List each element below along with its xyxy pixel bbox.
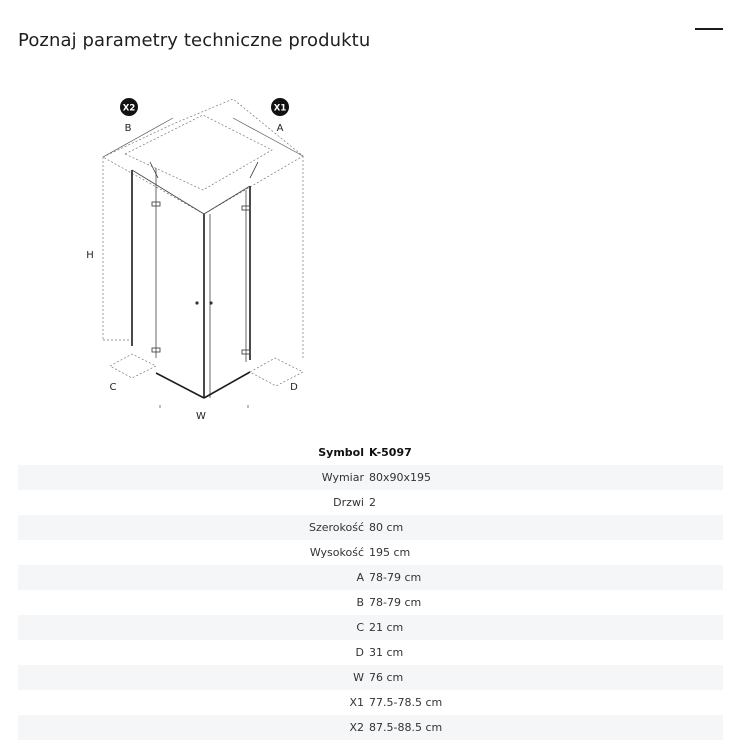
spec-row-x1 — [18, 690, 723, 715]
spec-value: 76 cm — [369, 671, 404, 684]
spec-label: Wysokość — [309, 546, 364, 559]
spec-label: Drzwi — [333, 496, 364, 509]
spec-row-d — [18, 640, 723, 665]
collapse-button[interactable] — [695, 20, 723, 40]
top-outline — [103, 99, 303, 214]
minus-icon — [695, 28, 723, 30]
spec-row-b — [18, 590, 723, 615]
base — [156, 372, 250, 398]
spec-value: 87.5-88.5 cm — [369, 721, 443, 734]
spec-label: B — [356, 596, 364, 609]
spec-row-x2 — [18, 715, 723, 740]
c-label: C — [109, 382, 117, 393]
height-guide — [103, 156, 303, 360]
frame-posts — [132, 170, 250, 398]
spec-label: X1 — [349, 696, 364, 709]
h-label: H — [86, 250, 94, 261]
spec-row-wysokosc — [18, 540, 723, 565]
spec-label: C — [356, 621, 364, 634]
spec-row-c — [18, 615, 723, 640]
spec-value: 2 — [369, 496, 376, 509]
x1-label: X1 — [273, 103, 287, 114]
x1-badge — [271, 98, 289, 116]
page-title: Poznaj parametry techniczne produktu — [18, 30, 371, 51]
spec-row-w — [18, 665, 723, 690]
a-label: A — [276, 123, 284, 134]
spec-value: 78-79 cm — [369, 596, 422, 609]
spec-value: 195 cm — [369, 546, 411, 559]
spec-table — [18, 440, 723, 740]
spec-label: X2 — [349, 721, 364, 734]
spec-value: 31 cm — [369, 646, 404, 659]
b-label: B — [124, 123, 132, 134]
top-dimension-lines — [103, 118, 303, 157]
spec-label: D — [355, 646, 364, 659]
spec-row-a — [18, 565, 723, 590]
spec-label: W — [353, 671, 364, 684]
door-panels — [132, 168, 250, 398]
spec-label: A — [356, 571, 364, 584]
spec-value: 78-79 cm — [369, 571, 422, 584]
spec-row-symbol — [18, 440, 723, 465]
spec-value: 77.5-78.5 cm — [369, 696, 443, 709]
x2-badge — [120, 98, 138, 116]
spec-value: 80x90x195 — [369, 471, 432, 484]
spec-label: Szerokość — [308, 521, 364, 534]
spec-value: 80 cm — [369, 521, 404, 534]
spec-row-szerokosc — [18, 515, 723, 540]
shower-dimension-diagram — [70, 90, 330, 430]
spec-row-wymiar — [18, 465, 723, 490]
spec-label: Symbol — [318, 446, 364, 459]
w-label: W — [196, 411, 206, 422]
d-label: D — [290, 382, 298, 393]
base-guides — [110, 354, 303, 386]
spec-value: K-5097 — [369, 446, 412, 459]
spec-row-drzwi — [18, 490, 723, 515]
x2-label: X2 — [122, 103, 136, 114]
spec-value: 21 cm — [369, 621, 404, 634]
spec-label: Wymiar — [321, 471, 364, 484]
